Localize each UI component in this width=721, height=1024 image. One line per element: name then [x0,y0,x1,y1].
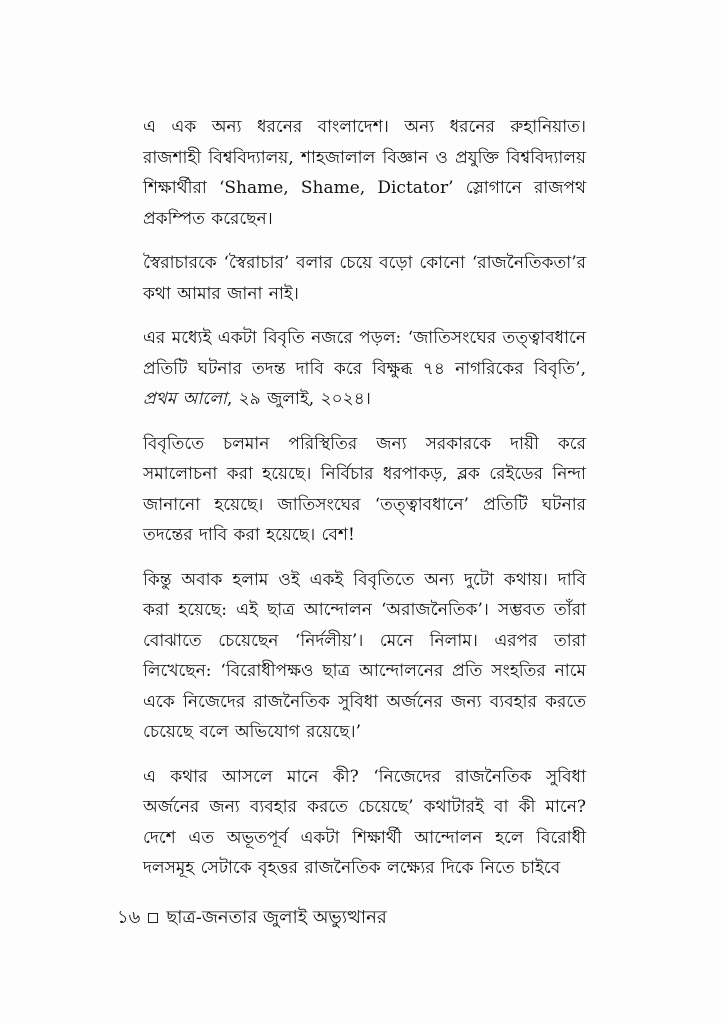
page-number: ১৬ [117,907,141,928]
page-footer [117,904,387,932]
paragraph-5: কিন্তু অবাক হলাম ওই একই বিবৃতিতে অন্য দুটো কথায়। দাবি করা হয়েছে: এই ছাত্র আন্দোলন ‘অরাজনৈতিক’। সম্ভবত তাঁরা বোঝাতে চেয়েছেন ‘নির্দলীয়’। মেনে নিলাম। এরপর তারা লিখেছেন: ‘বিরোধীপক্ষও ছাত্র আন্দোলনের প্রতি সংহতির নামে একে নিজেদের রাজনৈতিক সুবিধা অর্জনের জন্য ব্যবহার করতে চেয়েছে বলে অভিযোগ রয়েছে।’ [143,569,586,742]
paragraph-4: বিবৃতিতে চলমান পরিস্থিতির জন্য সরকারকে দায়ী করে সমালোচনা করা হয়েছে। নির্বিচার ধরপাকড়, ব্লক রেইডের নিন্দা জানানো হয়েছে। জাতিসংঘের ‘তত্ত্বাবধানে’ প্রতিটি ঘটনার তদন্তের দাবি করা হয়েছে। বেশ! [143,433,586,545]
citation-date: , ২৯ জুলাই, ২০২৪। [226,389,371,409]
paragraph-3-text: এর মধ্যেই একটা বিবৃতি নজরে পড়ল: ‘জাতিসংঘের তত্ত্বাবধানে প্রতিটি ঘটনার তদন্ত দাবি করে বিক্ষুব্ধ ৭৪ নাগরিকের বিবৃতি’, [143,328,586,379]
running-title: ছাত্র-জনতার জুলাই অভ্যুত্থানর [166,907,387,928]
paragraph-6: এ কথার আসলে মানে কী? ‘নিজেদের রাজনৈতিক সুবিধা অর্জনের জন্য ব্যবহার করতে চেয়েছে’ কথাটারই বা কী মানে? দেশে এত অভূতপূর্ব একটা শিক্ষার্থী আন্দোলন হলে বিরোধী দলসমূহ সেটাকে বৃহত্তর রাজনৈতিক লক্ষ্যের দিকে নিতে চাইবে [143,766,586,878]
paragraph-3 [143,323,586,415]
body-text [143,112,586,898]
paragraph-1: এ এক অন্য ধরনের বাংলাদেশ। অন্য ধরনের রুহানিয়াত। রাজশাহী বিশ্ববিদ্যালয়, শাহজালাল বিজ্ঞান ও প্রযুক্তি বিশ্ববিদ্যালয় শিক্ষার্থীরা ‘Shame, Shame, Dictator’ স্লোগানে রাজপথ প্রকম্পিত করেছেন। [143,117,586,229]
citation-source: প্রথম আলো [143,389,227,409]
paragraph-2: স্বৈরাচারকে ‘স্বৈরাচার’ বলার চেয়ে বড়ো কোনো ‘রাজনৈতিকতা’র কথা আমার জানা নাই। [143,253,586,304]
square-separator-icon [148,913,158,923]
